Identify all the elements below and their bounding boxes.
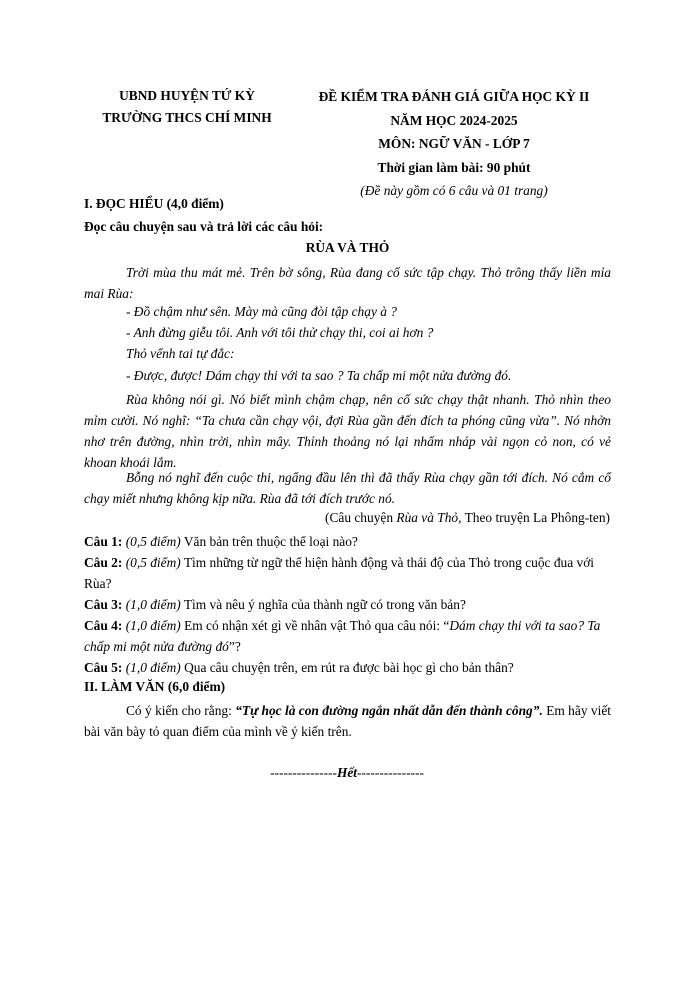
story-paragraph-2: Thỏ vểnh tai tự đắc: bbox=[126, 346, 235, 361]
source-prefix: (Câu chuyện bbox=[324, 510, 397, 525]
question-points: (0,5 điểm) bbox=[125, 534, 181, 549]
section2-heading: II. LÀM VĂN (6,0 điểm) bbox=[84, 679, 226, 694]
end-dashes-right: --------------- bbox=[357, 765, 424, 780]
question-quote-end: ”? bbox=[228, 639, 241, 654]
story-paragraph-3: Rùa không nói gì. Nó biết mình chậm chạp, nên cố sức chạy thật nhanh. Thỏ nhìn theo mỉm cười. Nó nghĩ: “Ta chưa cần chạy vội, đợi Rùa gần đến đích ta phóng cũng vừa”. Nó nhởn nhơ trên đường, nhìn trời, nhìn mây. Thỉnh thoảng nó lại nhấm nháp vài ngọn cỏ non, có vẻ khoan khoái lắm. bbox=[84, 392, 611, 470]
story-paragraph-1: Trời mùa thu mát mẻ. Trên bờ sông, Rùa đang cố sức tập chạy. Thỏ trông thấy liền mỉa mai Rùa: bbox=[84, 265, 611, 301]
question-1 bbox=[84, 531, 611, 552]
question-label: Câu 4: bbox=[84, 618, 123, 633]
essay-prompt-task: Em hãy viết bài văn bày tỏ quan điểm của mình về ý kiến trên. bbox=[84, 703, 611, 739]
question-points: (1,0 điểm) bbox=[125, 618, 181, 633]
essay-prompt bbox=[84, 700, 611, 742]
source-title: Rùa và Thỏ bbox=[396, 510, 459, 525]
story-title: RÙA VÀ THỎ bbox=[305, 240, 390, 255]
question-text: Qua câu chuyện trên, em rút ra được bài học gì cho bản thân? bbox=[180, 660, 514, 675]
essay-prompt-intro: Có ý kiến cho rằng: bbox=[126, 703, 236, 718]
exam-title: ĐỀ KIỂM TRA ĐÁNH GIÁ GIỮA HỌC KỲ II bbox=[318, 89, 590, 104]
question-2 bbox=[84, 552, 611, 594]
story-dialogue-1: - Đồ chậm như sên. Mày mà cũng đòi tập chạy à ? bbox=[126, 304, 397, 319]
reading-instruction: Đọc câu chuyện sau và trả lời các câu hỏi: bbox=[84, 219, 324, 234]
question-text: Tìm và nêu ý nghĩa của thành ngữ có trong văn bản? bbox=[180, 597, 466, 612]
question-points: (1,0 điểm) bbox=[125, 660, 181, 675]
question-points: (0,5 điểm) bbox=[125, 555, 181, 570]
exam-note: (Đề này gồm có 6 câu và 01 trang) bbox=[360, 183, 548, 198]
end-text: Hết bbox=[336, 765, 358, 780]
end-marker bbox=[0, 765, 694, 781]
end-dashes-left: --------------- bbox=[270, 765, 337, 780]
question-5 bbox=[84, 657, 611, 678]
essay-quote: “Tự học là con đường ngắn nhất dẫn đến thành công”. bbox=[235, 703, 543, 718]
story-dialogue-2: - Anh đừng giễu tôi. Anh với tôi thử chạy thi, coi ai hơn ? bbox=[126, 325, 434, 340]
question-text: Em có nhận xét gì về nhân vật Thỏ qua câu nói: “ bbox=[180, 618, 450, 633]
story-paragraph-4: Bỗng nó nghĩ đến cuộc thi, ngẩng đầu lên thì đã thấy Rùa chạy gần tới đích. Nó cắm cổ chạy miết nhưng không kịp nữa. Rùa đã tới đích trước nó. bbox=[84, 470, 611, 506]
question-points: (1,0 điểm) bbox=[125, 597, 181, 612]
question-label: Câu 1: bbox=[84, 534, 123, 549]
question-label: Câu 5: bbox=[84, 660, 123, 675]
question-label: Câu 2: bbox=[84, 555, 123, 570]
question-text: Văn bản trên thuộc thể loại nào? bbox=[180, 534, 358, 549]
question-text: Tìm những từ ngữ thể hiện hành động và thái độ của Thỏ trong cuộc đua với Rùa? bbox=[84, 555, 594, 591]
subject: MÔN: NGỮ VĂN - LỚP 7 bbox=[378, 136, 530, 151]
story-dialogue-3: - Được, được! Dám chạy thi với ta sao ? Ta chấp mi một nửa đường đó. bbox=[126, 368, 512, 383]
question-quote: Dám chạy thi với ta sao? Ta chấp mi một nửa đường đó bbox=[84, 618, 601, 654]
school-header bbox=[98, 85, 276, 129]
school-year: NĂM HỌC 2024-2025 bbox=[390, 112, 518, 128]
question-4 bbox=[84, 615, 611, 657]
exam-header bbox=[300, 85, 608, 203]
section1-heading: I. ĐỌC HIỂU (4,0 điểm) bbox=[84, 196, 224, 211]
question-3 bbox=[84, 594, 611, 615]
source-suffix: , Theo truyện La Phông-ten) bbox=[458, 510, 610, 525]
time-allowed: Thời gian làm bài: 90 phút bbox=[377, 159, 531, 175]
story-source bbox=[325, 510, 610, 526]
school-name: TRƯỜNG THCS CHÍ MINH bbox=[102, 110, 272, 125]
district-name: UBND HUYỆN TỨ KỲ bbox=[119, 88, 255, 103]
question-label: Câu 3: bbox=[84, 597, 123, 612]
